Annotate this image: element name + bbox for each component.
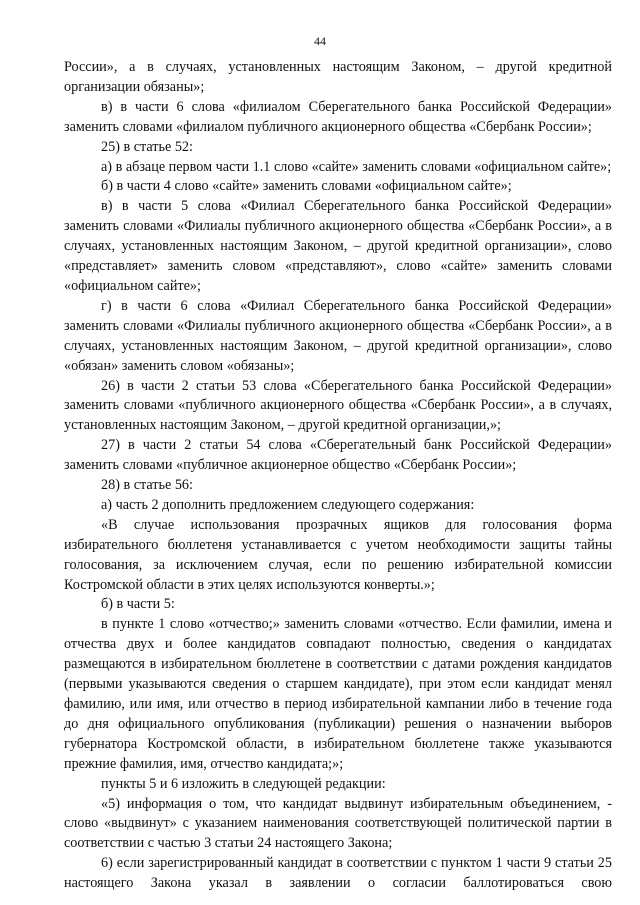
document-body [64, 58, 612, 894]
paragraph: пункты 5 и 6 изложить в следующей редакции: [101, 775, 386, 792]
paragraph: России», а в случаях, установленных настоящим Законом, – другой кредитной организации обязаны»; [64, 59, 612, 95]
paragraph: а) в абзаце первом части 1.1 слово «сайте» заменить словами «официальном сайте»; [101, 158, 612, 175]
paragraph: 28) в статье 56: [101, 477, 193, 494]
paragraph: в) в части 6 слова «филиалом Сберегательного банка Российской Федерации» заменить словами «филиалом публичного акционерного общества «Сбербанк России»; [64, 98, 612, 135]
page-number: 44 [314, 34, 326, 48]
paragraph: б) в части 5: [101, 596, 175, 613]
paragraph: «В случае использования прозрачных ящиков для голосования форма избирательного бюллетеня устанавливается с учетом необходимости защиты тайны голосования, за исключением случая, если по решению избирательной комиссии Костромской области в этих целях используются конверты.»; [64, 516, 612, 593]
paragraph: «5) информация о том, что кандидат выдвинут избирательным объединением, - слово «выдвинут» с указанием наименования соответствующей политической партии в соответствии с частью 3 статьи 24 настоящего Закона; [64, 795, 612, 852]
paragraph: г) в части 6 слова «Филиал Сберегательного банка Российской Федерации» заменить словами «Филиалы публичного акционерного общества «Сбербанк России», а в случаях, установленных настоящим Законом, – другой кредитной организации», слово «обязан» заменить словом «обязаны»; [64, 297, 612, 374]
paragraph: а) часть 2 дополнить предложением следующего содержания: [101, 496, 475, 513]
paragraph: 6) если зарегистрированный кандидат в соответствии с пунктом 1 части 9 статьи 25 настоящего Закона указал в заявлении о согласии баллотироваться свою [64, 855, 612, 892]
paragraph: 26) в части 2 статьи 53 слова «Сберегательного банка Российской Федерации» заменить словами «публичного акционерного общества «Сбербанк России», а в случаях, установленных настоящим Законом, – другой кредитной организации,»; [64, 377, 612, 434]
paragraph: 27) в части 2 статьи 54 слова «Сберегательный банк Российской Федерации» заменить словами «публичное акционерное общество «Сбербанк России»; [64, 437, 612, 474]
paragraph: в пункте 1 слово «отчество;» заменить словами «отчество. Если фамилии, имена и отчества двух и более кандидатов совпадают полностью, сведения о кандидатах размещаются в избирательном бюллетене в соответствии с датами рождения кандидатов (первыми указываются сведения о старшем кандидате), при этом если кандидат менял фамилию, или имя, или отчество в период избирательной кампании либо в течение года до дня официального опубликования (публикации) решения о назначении выборов губернатора Костромской области, в избирательном бюллетене также указываются прежние фамилия, имя, отчество кандидата;»; [64, 616, 612, 772]
paragraph: б) в части 4 слово «сайте» заменить словами «официальном сайте»; [101, 178, 512, 195]
paragraph: в) в части 5 слова «Филиал Сберегательного банка Российской Федерации» заменить словами «Филиалы публичного акционерного общества «Сбербанк России», а в случаях, установленных настоящим Законом, – другой кредитной организации», слово «представляет» заменить словом «представляют», слово «сайте» заменить словами «официальном сайте»; [64, 198, 612, 294]
paragraph: 25) в статье 52: [101, 138, 193, 155]
